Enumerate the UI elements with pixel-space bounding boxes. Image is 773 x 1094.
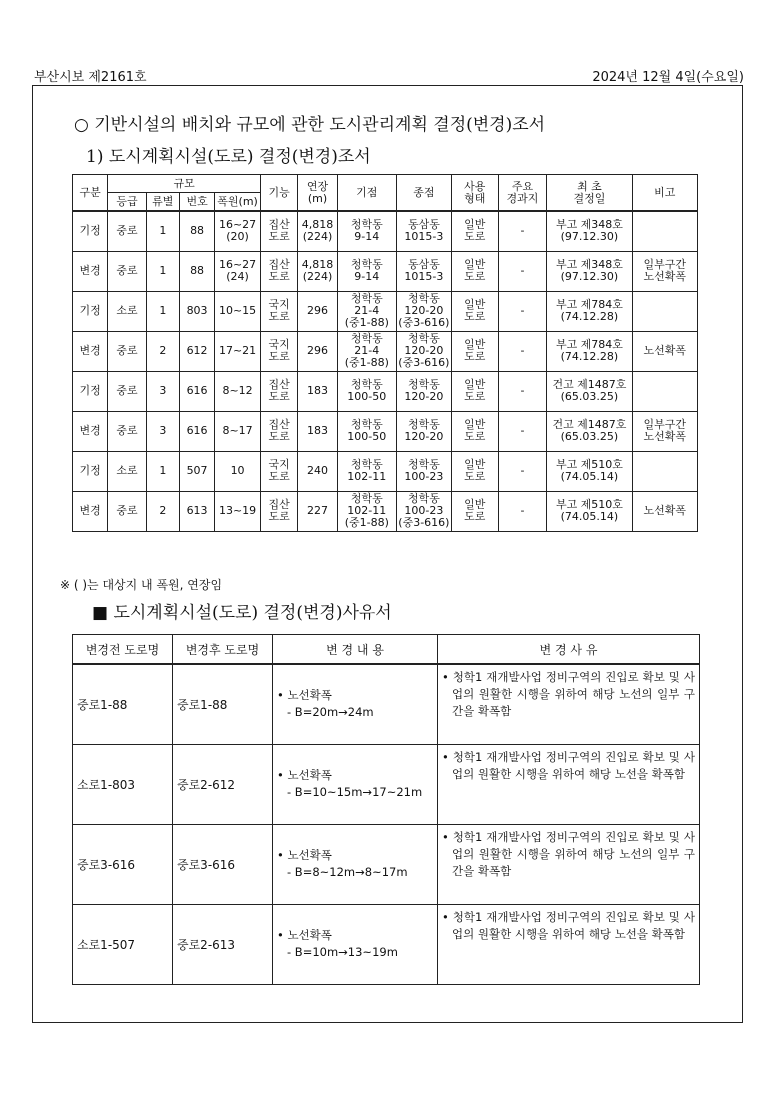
cell-transit: - <box>498 411 547 451</box>
header-initial: 최 초 결정일 <box>547 175 632 212</box>
subsection-title: 1) 도시계획시설(도로) 결정(변경)조서 <box>86 147 371 167</box>
cell-grade: 중로 <box>108 491 146 531</box>
change-reason-table <box>72 634 700 985</box>
cell-end: 청학동 120-20 (중3-616) <box>398 332 450 369</box>
cell-after: 중로3-616 <box>173 824 273 904</box>
header-change-content: 변 경 내 용 <box>273 635 438 665</box>
cell-function: 집산 도로 <box>260 491 297 531</box>
header-gubun: 구분 <box>73 175 108 212</box>
cell-start: 청학동 21-4 (중1-88) <box>337 331 396 371</box>
cell-width: 8~12 <box>215 371 261 411</box>
cell-after: 중로1-88 <box>173 664 273 744</box>
cell-after: 중로2-613 <box>173 904 273 984</box>
cell-gubun: 변경 <box>73 411 108 451</box>
cell-gubun: 변경 <box>73 331 108 371</box>
table-row <box>73 664 700 744</box>
table-row <box>73 251 698 291</box>
cell-number: 507 <box>179 451 214 491</box>
cell-type: 3 <box>146 371 179 411</box>
cell-remarks <box>632 451 698 491</box>
cell-reason: • 청학1 재개발사업 정비구역의 진입로 확보 및 사업의 원활한 시행을 위하여 해당 노선의 일부 구간을 확폭함 <box>438 664 700 744</box>
cell-usage: 일반 도로 <box>451 411 498 451</box>
cell-grade: 중로 <box>108 411 146 451</box>
cell-transit: - <box>498 371 547 411</box>
cell-grade: 소로 <box>108 451 146 491</box>
cell-number: 803 <box>179 291 214 331</box>
cell-gubun: 기정 <box>73 291 108 331</box>
cell-initial: 부고 제784호 (74.12.28) <box>547 291 632 331</box>
cell-remarks: 노선확폭 <box>632 491 698 531</box>
cell-length: 183 <box>298 371 337 411</box>
cell-initial: 부고 제784호 (74.12.28) <box>547 331 632 371</box>
cell-transit: - <box>498 491 547 531</box>
cell-length: 4,818 (224) <box>298 211 337 251</box>
cell-initial: 건고 제1487호 (65.03.25) <box>547 371 632 411</box>
cell-remarks: 일부구간 노선확폭 <box>632 251 698 291</box>
cell-initial: 부고 제348호 (97.12.30) <box>547 211 632 251</box>
cell-remarks <box>632 371 698 411</box>
cell-length: 296 <box>298 331 337 371</box>
cell-number: 616 <box>179 371 214 411</box>
cell-start: 청학동 102-11 <box>337 451 396 491</box>
cell-gubun: 기정 <box>73 371 108 411</box>
reason-title: ■ 도시계획시설(도로) 결정(변경)사유서 <box>92 603 392 623</box>
cell-end: 동삼동 1015-3 <box>396 251 451 291</box>
cell-transit: - <box>498 331 547 371</box>
cell-number: 616 <box>179 411 214 451</box>
cell-end: 청학동 100-23 (중3-616) <box>398 492 450 529</box>
cell-end: 동삼동 1015-3 <box>396 211 451 251</box>
header-number: 번호 <box>179 193 214 212</box>
cell-number: 612 <box>179 331 214 371</box>
cell-transit: - <box>498 211 547 251</box>
cell-width: 13~19 <box>215 491 261 531</box>
cell-gubun: 기정 <box>73 211 108 251</box>
section-title: ○ 기반시설의 배치와 규모에 관한 도시관리계획 결정(변경)조서 <box>74 115 546 135</box>
cell-function: 국지 도로 <box>260 331 297 371</box>
header-function: 기능 <box>260 175 297 212</box>
header-length: 연장 (m) <box>298 175 337 212</box>
road-decision-table <box>72 174 698 532</box>
table-row <box>73 904 700 984</box>
cell-start: 청학동 9-14 <box>337 251 396 291</box>
cell-length: 240 <box>298 451 337 491</box>
header-type: 류별 <box>146 193 179 212</box>
cell-initial: 건고 제1487호 (65.03.25) <box>547 411 632 451</box>
header-scale: 규모 <box>108 175 261 193</box>
header-remarks: 비고 <box>632 175 698 212</box>
cell-width: 8~17 <box>215 411 261 451</box>
cell-type: 1 <box>146 251 179 291</box>
cell-remarks <box>632 291 698 331</box>
cell-gubun: 기정 <box>73 451 108 491</box>
cell-usage: 일반 도로 <box>451 451 498 491</box>
cell-content: • 노선확폭 - B=10~15m→17~21m <box>273 744 438 824</box>
cell-type: 3 <box>146 411 179 451</box>
cell-width: 16~27 (24) <box>215 251 261 291</box>
cell-before: 소로1-803 <box>73 744 173 824</box>
cell-function: 집산 도로 <box>260 251 297 291</box>
cell-function: 집산 도로 <box>260 371 297 411</box>
table-row <box>73 824 700 904</box>
cell-gubun: 변경 <box>73 491 108 531</box>
cell-function: 국지 도로 <box>260 291 297 331</box>
cell-type: 2 <box>146 491 179 531</box>
table-row <box>73 451 698 491</box>
cell-grade: 소로 <box>108 291 146 331</box>
cell-before: 소로1-507 <box>73 904 173 984</box>
cell-start: 청학동 100-50 <box>337 411 396 451</box>
table-row <box>73 371 698 411</box>
cell-transit: - <box>498 451 547 491</box>
cell-type: 1 <box>146 211 179 251</box>
cell-remarks: 일부구간 노선확폭 <box>632 411 698 451</box>
table-row <box>73 291 698 331</box>
cell-width: 16~27 (20) <box>215 211 261 251</box>
cell-function: 집산 도로 <box>260 211 297 251</box>
cell-grade: 중로 <box>108 251 146 291</box>
table-note: ※ ( )는 대상지 내 폭원, 연장임 <box>60 578 223 592</box>
cell-grade: 중로 <box>108 331 146 371</box>
cell-remarks: 노선확폭 <box>632 331 698 371</box>
cell-width: 10 <box>215 451 261 491</box>
cell-reason: • 청학1 재개발사업 정비구역의 진입로 확보 및 사업의 원활한 시행을 위하여 해당 노선을 확폭함 <box>438 904 700 984</box>
cell-after: 중로2-612 <box>173 744 273 824</box>
cell-end: 청학동 120-20 <box>396 371 451 411</box>
cell-content: • 노선확폭 - B=10m→13~19m <box>273 904 438 984</box>
cell-start: 청학동 100-50 <box>337 371 396 411</box>
cell-transit: - <box>498 251 547 291</box>
cell-usage: 일반 도로 <box>451 291 498 331</box>
cell-gubun: 변경 <box>73 251 108 291</box>
cell-start: 청학동 9-14 <box>337 211 396 251</box>
cell-start: 청학동 21-4 (중1-88) <box>337 291 396 331</box>
table-row <box>73 331 698 371</box>
cell-usage: 일반 도로 <box>451 371 498 411</box>
cell-function: 국지 도로 <box>260 451 297 491</box>
table-row <box>73 744 700 824</box>
cell-remarks <box>632 211 698 251</box>
cell-before: 중로1-88 <box>73 664 173 744</box>
cell-type: 1 <box>146 291 179 331</box>
cell-initial: 부고 제510호 (74.05.14) <box>547 451 632 491</box>
header-after-name: 변경후 도로명 <box>173 635 273 665</box>
cell-start: 청학동 102-11 (중1-88) <box>337 491 396 531</box>
cell-type: 2 <box>146 331 179 371</box>
cell-length: 227 <box>298 491 337 531</box>
table-row <box>73 491 698 531</box>
cell-usage: 일반 도로 <box>451 491 498 531</box>
header-transit: 주요 경과지 <box>498 175 547 212</box>
cell-grade: 중로 <box>108 211 146 251</box>
cell-width: 10~15 <box>215 291 261 331</box>
cell-end: 청학동 100-23 <box>396 451 451 491</box>
cell-before: 중로3-616 <box>73 824 173 904</box>
cell-transit: - <box>498 291 547 331</box>
cell-width: 17~21 <box>215 331 261 371</box>
header-grade: 등급 <box>108 193 146 212</box>
cell-initial: 부고 제510호 (74.05.14) <box>547 491 632 531</box>
cell-usage: 일반 도로 <box>451 331 498 371</box>
publish-date: 2024년 12월 4일(수요일) <box>592 70 744 85</box>
cell-length: 183 <box>298 411 337 451</box>
cell-end: 청학동 120-20 (중3-616) <box>398 292 450 329</box>
header-width: 폭원(m) <box>215 193 261 212</box>
cell-number: 613 <box>179 491 214 531</box>
cell-usage: 일반 도로 <box>451 211 498 251</box>
page-header <box>34 66 744 86</box>
cell-number: 88 <box>179 251 214 291</box>
header-start: 기점 <box>337 175 396 212</box>
cell-type: 1 <box>146 451 179 491</box>
table-row <box>73 411 698 451</box>
cell-content: • 노선확폭 - B=8~12m→8~17m <box>273 824 438 904</box>
cell-function: 집산 도로 <box>260 411 297 451</box>
cell-end: 청학동 120-20 <box>396 411 451 451</box>
cell-reason: • 청학1 재개발사업 정비구역의 진입로 확보 및 사업의 원활한 시행을 위하여 해당 노선을 확폭함 <box>438 744 700 824</box>
cell-content: • 노선확폭 - B=20m→24m <box>273 664 438 744</box>
table-row <box>73 211 698 251</box>
cell-initial: 부고 제348호 (97.12.30) <box>547 251 632 291</box>
cell-reason: • 청학1 재개발사업 정비구역의 진입로 확보 및 사업의 원활한 시행을 위하여 해당 노선의 일부 구간을 확폭함 <box>438 824 700 904</box>
cell-length: 4,818 (224) <box>298 251 337 291</box>
header-end: 종점 <box>396 175 451 212</box>
cell-number: 88 <box>179 211 214 251</box>
cell-grade: 중로 <box>108 371 146 411</box>
header-before-name: 변경전 도로명 <box>73 635 173 665</box>
gazette-number: 부산시보 제2161호 <box>34 70 147 85</box>
header-change-reason: 변 경 사 유 <box>438 635 700 665</box>
header-usage: 사용 형태 <box>451 175 498 212</box>
cell-usage: 일반 도로 <box>451 251 498 291</box>
cell-length: 296 <box>298 291 337 331</box>
